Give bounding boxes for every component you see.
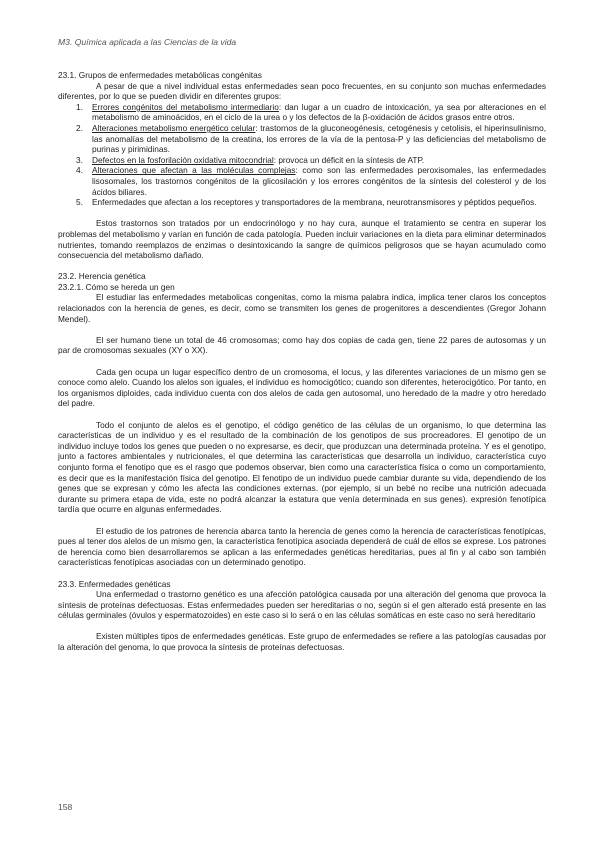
paragraph: Estos trastornos son tratados por un endocrinólogo y no hay cura, aunque el tratamiento se centra en superar los problemas del metabolismo y varían en función de cada patología. Pueden incluir variaciones en la dieta para eliminar determinados nutrientes, tomando reemplazos de enzimas o desintoxicando la sangre de químicos peligrosos que se hayan acumulado como consecuencia del metabolismo dañado. <box>58 218 546 261</box>
list-item-number: 5. <box>76 197 83 208</box>
paragraph: Una enfermedad o trastorno genético es una afección patológica causada por una alteración del genoma que provoca la síntesis de proteínas defectuosas. Estas enfermedades pueden ser hereditarias o no, según si el gen alterado está presente en las células germinales (óvulos y espermatozoides) en este caso si lo será o en las células somáticas en este caso no será hereditario <box>58 589 546 621</box>
section-heading-23-1: 23.1. Grupos de enfermedades metabólicas congénitas <box>58 70 262 80</box>
list-item-number: 2. <box>76 122 83 133</box>
list-item-term: Defectos en la fosforilación oxidativa mitocondrial <box>92 154 274 165</box>
subsection-heading-23-2-1: 23.2.1. Cómo se hereda un gen <box>58 281 175 292</box>
paragraph: Todo el conjunto de alelos es el genotipo, el código genético de las células de un organismo, lo que determina las características de un individuo y es el resultado de la combinación de los genotipos de sus procreadores. El genotipo de un individuo incluye todos los genes que pueden o no expresarse, es decir, que produzcan una determinada proteína. Y es el genotipo, junto a factores ambientales y nutricionales, el que determina las características que desarrolla un individuo, característica cuyo conjunto forma el fenotipo que es el rasgo que podemos observar, bien como una característica física o como un comportamiento, es decir que es la manifestación física del genotipo. El fenotipo de un individuo puede cambiar durante su vida, dependiendo de los genes que se expresan y cómo les afecta las condiciones externas. (por ejemplo, si un bebé no recibe una nutrición adecuada durante su primera etapa de vida, este no podrá alcanzar la estatura que venía determinada en sus genes). expresión fenotípica tardía que ocurre en algunas enfermedades. <box>58 419 546 515</box>
list-item-text: : trastornos de la gluconeogénesis, cetogénesis y cetolisis, el hiperinsulinismo, las anomalías del metabolismo de la creatina, los errores de la vía de la pentosa-P y las deficiencias del metabolismo de purinas y pirimidinas. <box>92 122 546 155</box>
paragraph: El estudiar las enfermedades metabolicas congenitas, como la misma palabra indica, implica tener claros los conceptos relacionados con la herencia de genes, es decir, como se transmiten los genes de progenitores a descendientes (Gregor Johann Mendel). <box>58 292 546 324</box>
paragraph: El estudio de los patrones de herencia abarca tanto la herencia de genes como la herencia de características fenotípicas, pues al tener dos alelos de un mismo gen, la característica fenotípica asociada dependerá de cuál de ellos se exprese. Los patrones de herencia como bien desarrollaremos se aplican a las enfermedades genéticas hereditarias, pues al fin y al cabo son también características fenotípicas asociadas con un determinado genotipo. <box>58 525 546 568</box>
list-item <box>58 197 546 208</box>
disease-group-list <box>58 102 546 208</box>
list-item-text: Enfermedades que afectan a los receptores y transportadores de la membrana, neurotransmisores y péptidos pequeños. <box>92 197 537 208</box>
page-number: 158 <box>58 802 73 812</box>
paragraph: A pesar de que a nivel individual estas enfermedades sean poco frecuentes, en su conjunto son muchas enfermedades diferentes, por lo que se pueden dividir en diferentes grupos: <box>58 80 546 102</box>
list-item-term: Alteraciones metabolismo energético celular <box>92 122 256 133</box>
page-content <box>58 70 546 653</box>
list-item <box>58 123 546 155</box>
list-item-number: 1. <box>76 101 83 112</box>
paragraph: Cada gen ocupa un lugar específico dentro de un cromosoma, el locus, y las diferentes variaciones de un mismo gen se conoce como alelo. Cuando los alelos son iguales, el individuo es homocigótico; cuando son diferentes, heterocigótico. Por tanto, en los organismos diploides, cada individuo cuenta con dos alelos de cada gen autosomal, uno heredado de la madre y otro heredado del padre. <box>58 366 546 409</box>
section-heading-23-3: 23.3. Enfermedades genéticas <box>58 578 171 589</box>
list-item-text: : dan lugar a un cuadro de intoxicación, ya sea por alteraciones en el metabolismo de aminoácidos, en el ciclo de la urea o y los defectos de la β-oxidación de ácidos grasos entre otros. <box>92 101 546 123</box>
list-item-term: Errores congénitos del metabolismo intermediario <box>92 101 279 112</box>
list-item <box>58 165 546 197</box>
list-item-text: : como son las enfermedades peroxisomales, las enfermedades lisosomales, los trastornos congénitos de la glicosilación y los errores congénitos de la síntesis del colesterol y de los ácidos biliares. <box>92 165 546 197</box>
section-heading-23-2: 23.2. Herencia genética <box>58 271 146 282</box>
list-item <box>58 155 546 166</box>
list-item <box>58 102 546 123</box>
paragraph: Existen múltiples tipos de enfermedades genéticas. Este grupo de enfermedades se refiere a las patologías causadas por la alteración del genoma, lo que provoca la síntesis de proteínas defectuosas. <box>58 631 546 653</box>
running-header: M3. Química aplicada a las Ciencias de la vida <box>58 37 237 47</box>
list-item-number: 3. <box>76 154 83 165</box>
paragraph: El ser humano tiene un total de 46 cromosomas; como hay dos copias de cada gen, tiene 22 pares de autosomas y un par de cromosomas sexuales (XY o XX). <box>58 334 546 356</box>
list-item-number: 4. <box>76 165 83 176</box>
list-item-term: Alteraciones que afectan a las moléculas complejas <box>92 165 296 176</box>
list-item-text: : provoca un déficit en la síntesis de ATP. <box>273 154 425 165</box>
